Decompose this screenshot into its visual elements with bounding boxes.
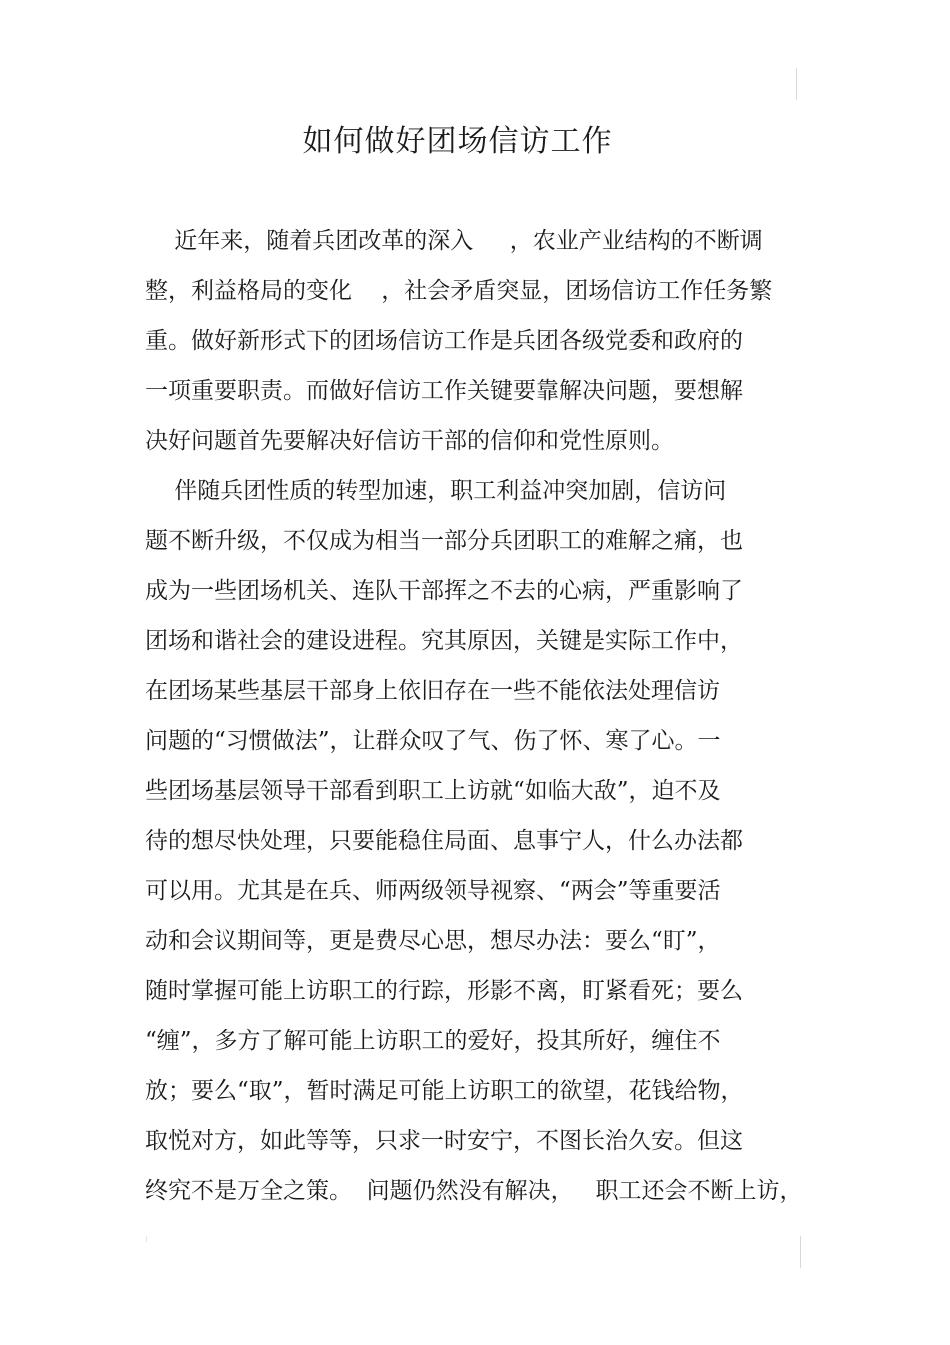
paragraph-line: 动和会议期间等，更是费尽心思，想尽办法：要么“盯”， [145, 928, 721, 954]
paragraph-line: 伴随兵团性质的转型加速，职工利益冲突加剧，信访问 [145, 478, 727, 504]
paragraph-line: 待的想尽快处理，只要能稳住局面、息事宁人，什么办法都 [145, 828, 743, 854]
paragraph-line: 些团场基层领导干部看到职工上访就“如临大敌”，迫不及 [145, 778, 721, 804]
paragraph-line: 随时掌握可能上访职工的行踪，形影不离，盯紧看死；要么 [145, 978, 743, 1004]
paragraph-line: 决好问题首先要解决好信访干部的信仰和党性原则。 [145, 428, 674, 454]
paragraph-line: 终究不是万全之策。 问题仍然没有解决， 职工还会不断上访， [145, 1178, 803, 1204]
paragraph-line: 题不断升级，不仅成为相当一部分兵团职工的难解之痛，也 [145, 528, 743, 554]
paragraph-line: 问题的“习惯做法”，让群众叹了气、伤了怀、寒了心。一 [145, 728, 721, 754]
paragraph-line: 在团场某些基层干部身上依旧存在一些不能依法处理信访 [145, 678, 720, 704]
paragraph-line: 成为一些团场机关、连队干部挥之不去的心病，严重影响了 [145, 578, 743, 604]
paragraph-line: 一项重要职责。而做好信访工作关键要靠解决问题，要想解 [145, 378, 743, 404]
paragraph-line: 近年来，随着兵团改革的深入 ，农业产业结构的不断调 [145, 228, 763, 254]
paragraph-line: 取悦对方，如此等等，只求一时安宁，不图长治久安。但这 [145, 1128, 743, 1154]
document-title: 如何做好团场信访工作 [302, 124, 613, 159]
paragraph-line: 可以用。尤其是在兵、师两级领导视察、“两会”等重要活 [145, 878, 721, 904]
page-corner-mark [796, 68, 797, 100]
paragraph-line: 整，利益格局的变化 ，社会矛盾突显，团场信访工作任务繁 [145, 278, 773, 304]
page-corner-mark [146, 1236, 147, 1242]
paragraph-line: “缠”，多方了解可能上访职工的爱好，投其所好，缠住不 [145, 1028, 721, 1054]
page-corner-mark [800, 1236, 801, 1268]
paragraph-line: 重。做好新形式下的团场信访工作是兵团各级党委和政府的 [145, 328, 743, 354]
paragraph-line: 团场和谐社会的建设进程。究其原因，关键是实际工作中， [145, 628, 743, 654]
paragraph-line: 放；要么“取”，暂时满足可能上访职工的欲望，花钱给物， [145, 1078, 744, 1104]
